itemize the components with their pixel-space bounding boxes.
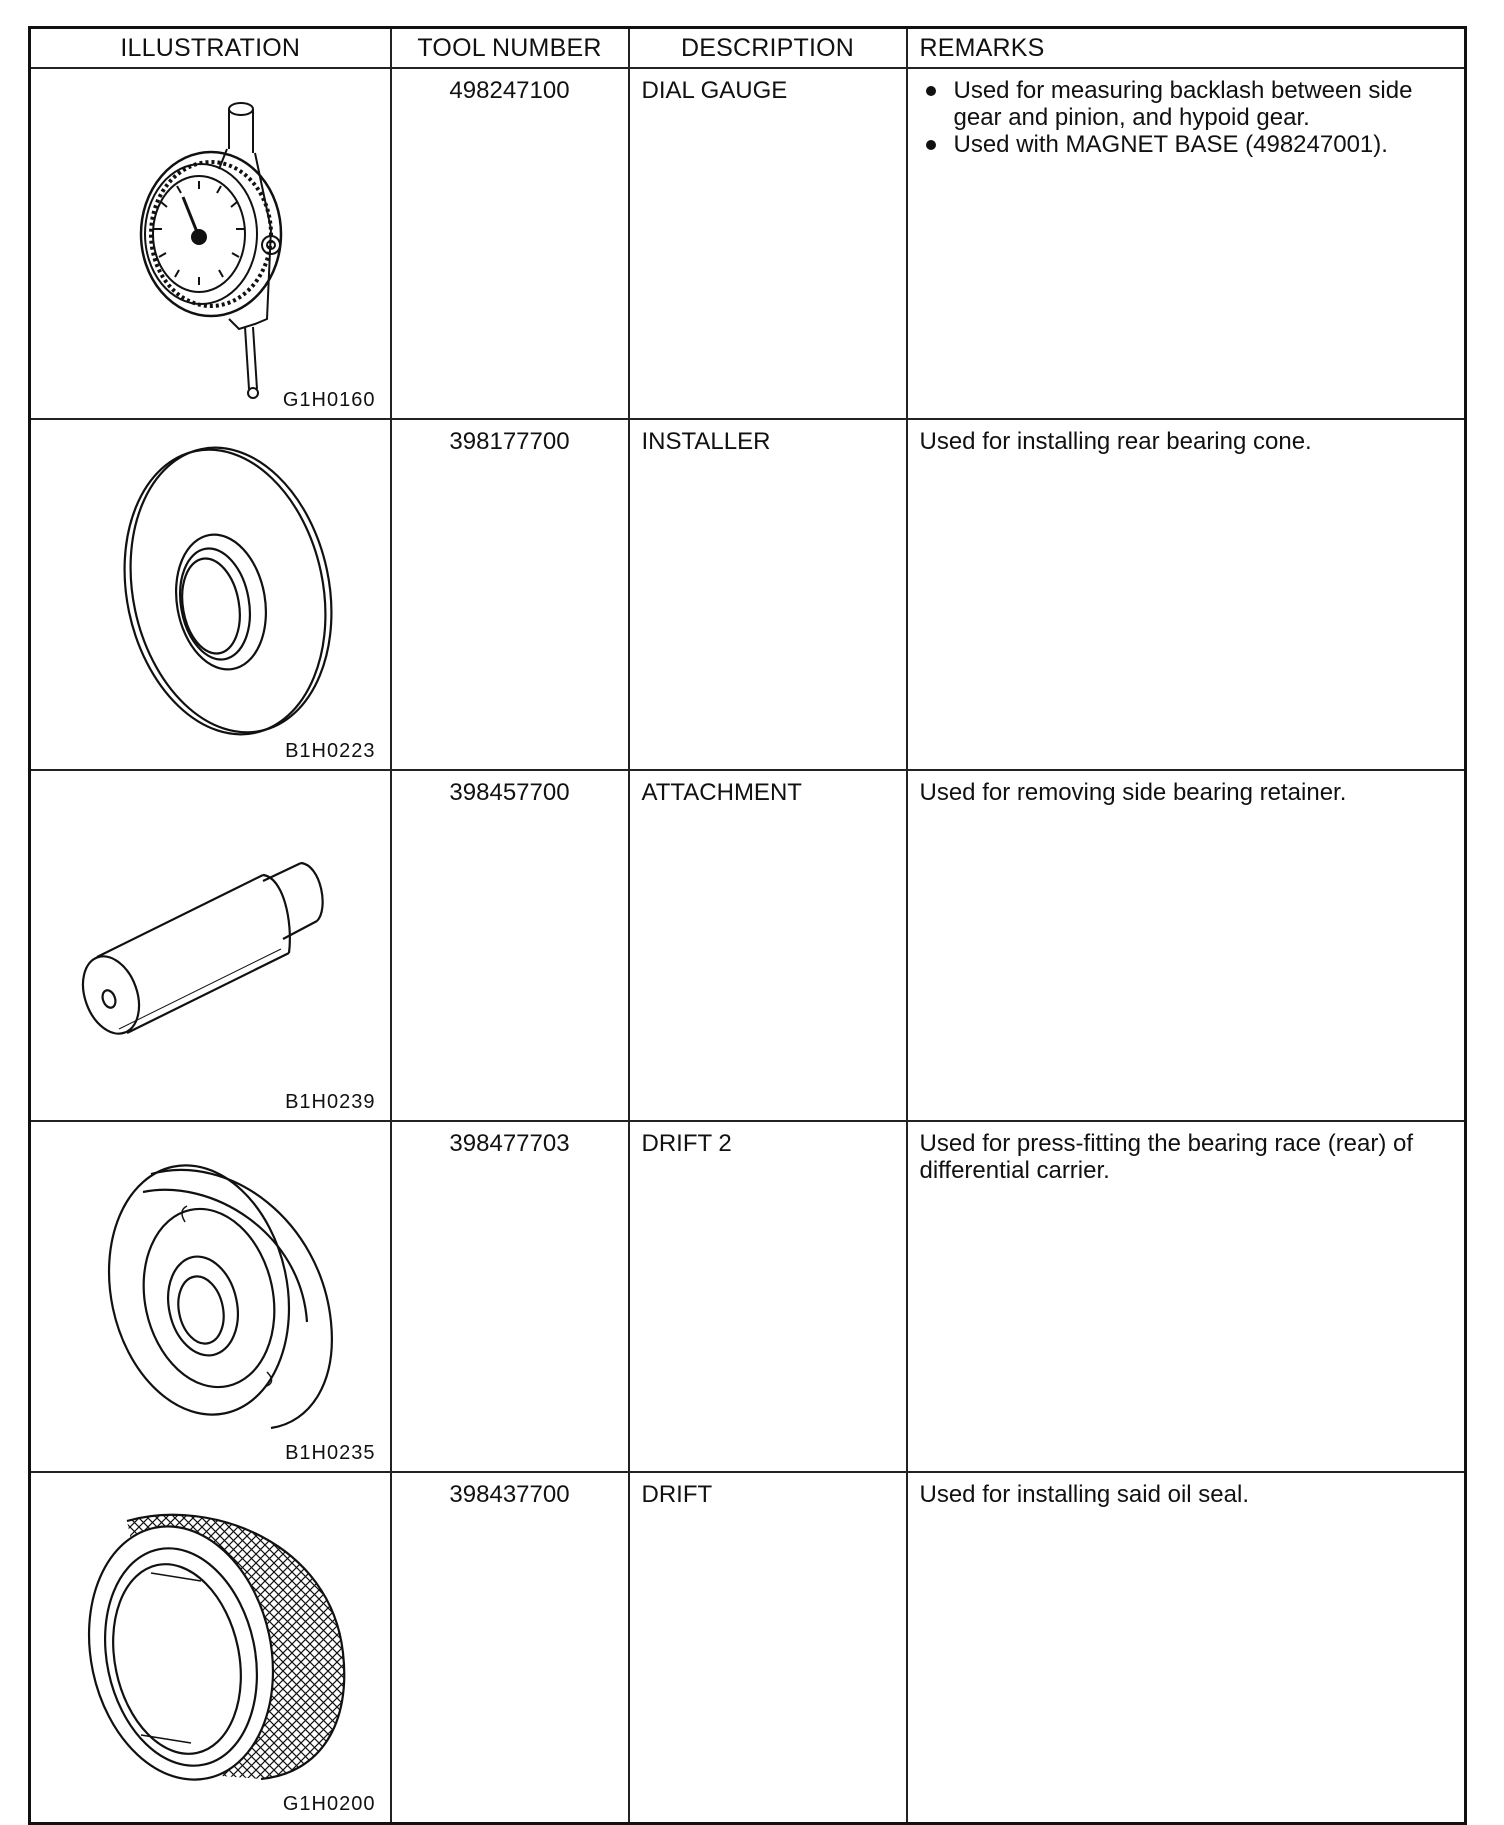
header-illustration: ILLUSTRATION bbox=[30, 28, 391, 69]
illustration-cell bbox=[30, 770, 391, 1121]
header-row bbox=[30, 28, 1466, 69]
image-code: B1H0223 bbox=[285, 740, 376, 762]
image-code: B1H0239 bbox=[285, 1091, 376, 1113]
table-row bbox=[30, 1121, 1466, 1472]
illustration-cell bbox=[30, 419, 391, 770]
remarks-list bbox=[920, 77, 1449, 158]
drift-2-icon bbox=[31, 1122, 392, 1463]
tool-number: 398437700 bbox=[391, 1472, 629, 1824]
table-row bbox=[30, 68, 1466, 419]
table-row bbox=[30, 1472, 1466, 1824]
illustration-cell bbox=[30, 1121, 391, 1472]
installer-disc-icon bbox=[31, 420, 392, 761]
remarks bbox=[907, 68, 1466, 419]
tool-number: 498247100 bbox=[391, 68, 629, 419]
remarks: Used for installing rear bearing cone. bbox=[907, 419, 1466, 770]
special-tools-table bbox=[28, 26, 1467, 1825]
image-code: G1H0160 bbox=[282, 389, 376, 411]
image-code: G1H0200 bbox=[282, 1793, 376, 1815]
description: ATTACHMENT bbox=[629, 770, 907, 1121]
knurled-drift-icon bbox=[31, 1473, 392, 1814]
remarks: Used for press-fitting the bearing race (rear) of differential carrier. bbox=[907, 1121, 1466, 1472]
header-description: DESCRIPTION bbox=[629, 28, 907, 69]
remarks-item: Used for measuring backlash between side gear and pinion, and hypoid gear. bbox=[920, 77, 1449, 131]
dial-gauge-icon bbox=[31, 69, 392, 410]
description: DRIFT bbox=[629, 1472, 907, 1824]
table-row bbox=[30, 419, 1466, 770]
illustration-cell bbox=[30, 1472, 391, 1824]
remarks: Used for installing said oil seal. bbox=[907, 1472, 1466, 1824]
image-code: B1H0235 bbox=[285, 1442, 376, 1464]
description: INSTALLER bbox=[629, 419, 907, 770]
tool-number: 398177700 bbox=[391, 419, 629, 770]
description: DIAL GAUGE bbox=[629, 68, 907, 419]
table-row bbox=[30, 770, 1466, 1121]
header-tool-number: TOOL NUMBER bbox=[391, 28, 629, 69]
illustration-cell bbox=[30, 68, 391, 419]
remarks-item: Used with MAGNET BASE (498247001). bbox=[920, 131, 1449, 158]
tool-number: 398477703 bbox=[391, 1121, 629, 1472]
description: DRIFT 2 bbox=[629, 1121, 907, 1472]
tool-number: 398457700 bbox=[391, 770, 629, 1121]
header-remarks: REMARKS bbox=[907, 28, 1466, 69]
attachment-cylinder-icon bbox=[31, 771, 392, 1112]
remarks: Used for removing side bearing retainer. bbox=[907, 770, 1466, 1121]
